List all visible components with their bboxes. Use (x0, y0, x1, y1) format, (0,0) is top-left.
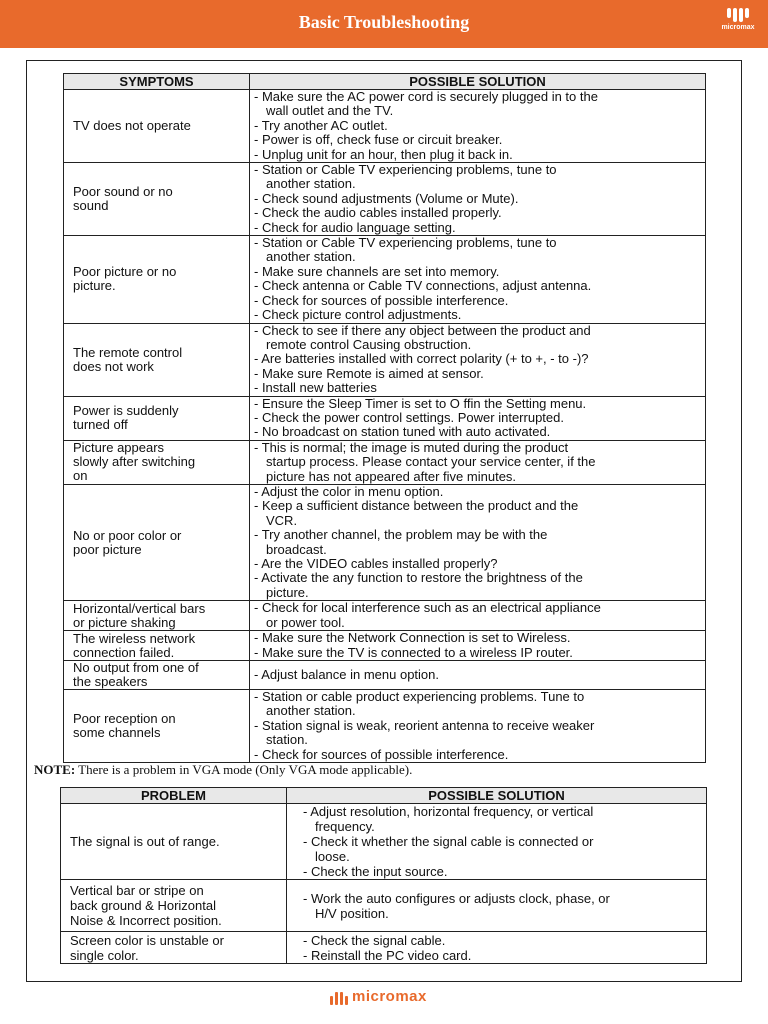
symptom-cell (64, 690, 250, 763)
symptom-line: single color. (70, 947, 139, 963)
table-row (61, 880, 707, 932)
solution-line: broadcast. (266, 541, 327, 557)
symptom-line: turned off (73, 417, 128, 433)
solution-line: startup process. Please contact your service center, if the (266, 454, 596, 470)
solution-line: - Station signal is weak, reorient antenna to receive weaker (254, 717, 595, 733)
symptom-cell (64, 396, 250, 440)
symptom-line: Power is suddenly (73, 403, 179, 419)
symptom-line: picture. (73, 278, 116, 294)
solution-line: - Are the VIDEO cables installed properly? (254, 556, 498, 571)
symptom-line: Vertical bar or stripe on (70, 883, 204, 898)
page-header (0, 0, 768, 48)
solution-line: station. (266, 732, 308, 748)
symptom-cell (64, 484, 250, 600)
solution-cell (250, 690, 706, 763)
symptom-line: Poor sound or no (73, 184, 173, 200)
solution-cell (250, 601, 706, 631)
symptom-cell (61, 880, 287, 932)
solution-line: - Check the signal cable. (303, 932, 446, 948)
solution-line: - Try another AC outlet. (254, 117, 388, 133)
solution-line: - Check the audio cables installed properly. (254, 205, 502, 221)
solution-line: - This is normal; the image is muted during the product (254, 439, 569, 455)
solution-cell (250, 396, 706, 440)
solution-line: - Make sure the TV is connected to a wireless IP router. (254, 644, 573, 660)
solution-line: - Adjust resolution, horizontal frequency, or vertical (303, 804, 594, 819)
solution-line: - Check antenna or Cable TV connections, adjust antenna. (254, 278, 592, 294)
solution-line: another station. (266, 703, 356, 719)
symptom-cell (64, 631, 250, 661)
solution-line: loose. (315, 849, 350, 864)
table-row (64, 690, 706, 763)
solution-line: - Unplug unit for an hour, then plug it back in. (254, 146, 513, 162)
solution-line: - Keep a sufficient distance between the product and the (254, 498, 579, 514)
solution-line: picture. (266, 584, 309, 600)
table-row (64, 484, 706, 600)
footer-logo (330, 988, 427, 1005)
solution-line: - No broadcast on station tuned with auto activated. (254, 424, 551, 440)
symptom-cell (61, 804, 287, 880)
solution-line: - Reinstall the PC video card. (303, 947, 472, 963)
solution-cell (250, 163, 706, 236)
solution-cell (250, 631, 706, 661)
solution-line: - Station or Cable TV experiencing problems, tune to (254, 235, 557, 251)
symptom-cell (64, 90, 250, 163)
symptom-cell (61, 932, 287, 964)
symptom-line: or picture shaking (73, 614, 176, 630)
symptom-line: Screen color is unstable or (70, 932, 224, 948)
solution-line: another station. (266, 176, 356, 192)
solution-line: another station. (266, 249, 356, 265)
solution-cell (287, 804, 707, 880)
symptom-line: the speakers (73, 674, 148, 690)
symptom-line: connection failed. (73, 644, 175, 660)
table-row (64, 396, 706, 440)
solution-line: - Ensure the Sleep Timer is set to O ffin the Setting menu. (254, 395, 587, 411)
vga-problem-table (60, 787, 707, 964)
symptom-line: Poor picture or no (73, 264, 177, 280)
problem-header: PROBLEM (61, 788, 287, 804)
table-row (64, 163, 706, 236)
symptom-cell (64, 323, 250, 396)
solution-cell (250, 236, 706, 323)
solution-line: - Check picture control adjustments. (254, 307, 462, 323)
solution-line: - Install new batteries (254, 380, 377, 396)
solution-cell (250, 661, 706, 690)
symptom-line: The signal is out of range. (70, 834, 220, 849)
symptom-line: Horizontal/vertical bars (73, 600, 206, 616)
table-row (64, 440, 706, 484)
micromax-logo-icon (330, 989, 348, 1005)
solution-line: - Make sure the Network Connection is set to Wireless. (254, 630, 571, 646)
solution-line: - Make sure the AC power cord is securely plugged in to the (254, 89, 598, 104)
note-text: There is a problem in VGA mode (Only VGA mode applicable). (75, 762, 413, 777)
solution-line: - Adjust balance in menu option. (254, 666, 440, 682)
table-row (64, 601, 706, 631)
table-row (61, 932, 707, 964)
table-row (64, 631, 706, 661)
symptom-line: TV does not operate (73, 118, 191, 134)
table-row (64, 661, 706, 690)
solution-line: wall outlet and the TV. (266, 103, 394, 119)
solution-line: - Make sure Remote is aimed at sensor. (254, 365, 484, 381)
solution-line: - Check for audio language setting. (254, 219, 456, 235)
solution-cell (250, 323, 706, 396)
solution-line: - Activate the any function to restore the brightness of the (254, 570, 583, 586)
solution-line: - Station or cable product experiencing problems. Tune to (254, 689, 585, 705)
solution-line: - Make sure channels are set into memory. (254, 263, 500, 279)
solution-line: - Check for local interference such as an electrical appliance (254, 600, 601, 616)
symptom-line: poor picture (73, 541, 142, 557)
solution-line: - Check to see if there any object between the product and (254, 322, 591, 338)
symptom-line: back ground & Horizontal (70, 898, 216, 913)
note-label: NOTE: (34, 762, 76, 777)
solution-line: - Power is off, check fuse or circuit breaker. (254, 132, 503, 148)
footer-logo-text: micromax (352, 988, 427, 1005)
solution-line: - Are batteries installed with correct polarity (+ to +, - to -)? (254, 351, 589, 367)
table-row (64, 323, 706, 396)
logo-text: micromax (721, 24, 755, 31)
solution-line: - Adjust the color in menu option. (254, 483, 444, 499)
symptom-line: The remote control (73, 344, 183, 360)
symptom-cell (64, 163, 250, 236)
symptom-line: No output from one of (73, 660, 199, 676)
symptom-cell (64, 440, 250, 484)
solution-line: remote control Causing obstruction. (266, 336, 472, 352)
solution-line: - Check for sources of possible interference. (254, 746, 509, 762)
solution-cell (250, 484, 706, 600)
symptom-line: Poor reception on (73, 711, 176, 727)
solution-line: - Station or Cable TV experiencing problems, tune to (254, 162, 557, 178)
symptom-cell (64, 236, 250, 323)
solution-line: - Check sound adjustments (Volume or Mute). (254, 190, 519, 206)
symptom-line: on (73, 468, 88, 484)
symptom-line: No or poor color or (73, 527, 182, 543)
solution-header: POSSIBLE SOLUTION (250, 74, 706, 90)
symptom-cell (64, 661, 250, 690)
symptoms-header: SYMPTOMS (64, 74, 250, 90)
solution-line: VCR. (266, 512, 298, 528)
page-title: Basic Troubleshooting (298, 12, 470, 32)
table-row (64, 90, 706, 163)
table-row (61, 804, 707, 880)
vga-solution-header: POSSIBLE SOLUTION (287, 788, 707, 804)
symptoms-table (63, 73, 706, 763)
solution-line: - Check for sources of possible interference. (254, 292, 509, 308)
symptom-line: does not work (73, 358, 154, 374)
symptom-line: Picture appears (73, 440, 165, 456)
solution-line: or power tool. (266, 614, 345, 630)
symptom-line: sound (73, 198, 109, 214)
symptom-line: slowly after switching (73, 454, 196, 470)
symptom-cell (64, 601, 250, 631)
micromax-logo-icon (718, 6, 758, 42)
solution-line: frequency. (315, 819, 375, 834)
symptom-line: Noise & Incorrect position. (70, 913, 222, 928)
solution-line: - Work the auto configures or adjusts clock, phase, or (303, 890, 610, 906)
solution-line: picture has not appeared after five minutes. (266, 468, 517, 484)
vga-note (34, 762, 412, 778)
solution-line: H/V position. (315, 905, 389, 921)
symptom-line: The wireless network (73, 630, 196, 646)
symptom-line: some channels (73, 725, 161, 741)
solution-line: - Try another channel, the problem may be with the (254, 527, 548, 543)
solution-cell (287, 880, 707, 932)
solution-line: - Check it whether the signal cable is connected or (303, 834, 594, 849)
table-row (64, 236, 706, 323)
solution-line: - Check the power control settings. Power interrupted. (254, 409, 564, 425)
solution-cell (250, 90, 706, 163)
solution-line: - Check the input source. (303, 864, 448, 879)
solution-cell (287, 932, 707, 964)
solution-cell (250, 440, 706, 484)
